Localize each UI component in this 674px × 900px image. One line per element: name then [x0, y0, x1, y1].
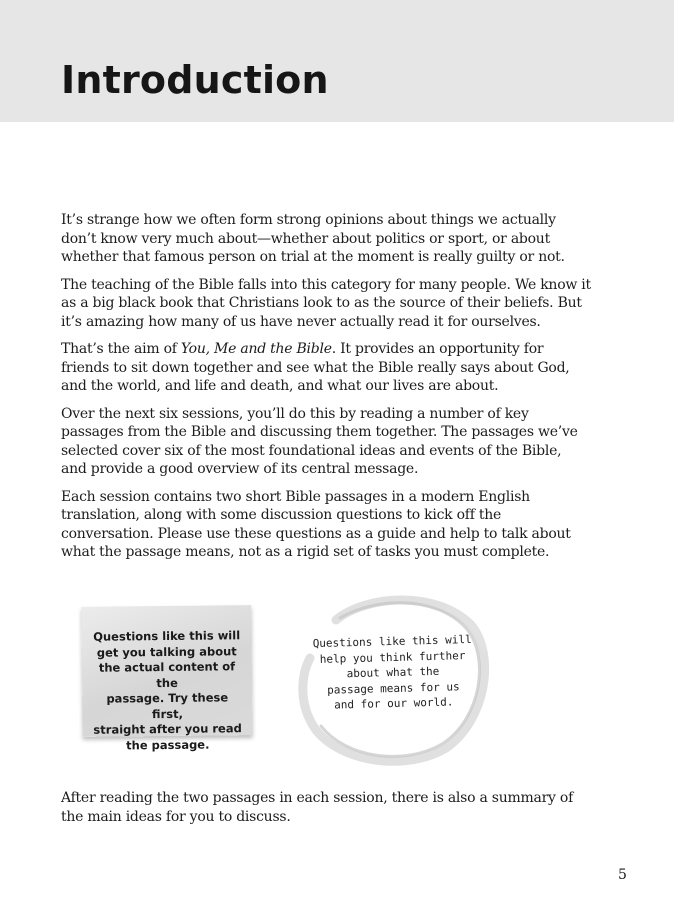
note-card-line: straight after you read — [93, 721, 242, 737]
note-card-line: Questions like this will — [93, 628, 241, 644]
closing-paragraph: After reading the two passages in each session, there is also a summary of the main ideas for you to discuss. — [61, 790, 574, 825]
circle-note-text — [297, 632, 489, 714]
paragraph-text: . It provides an opportunity for friends to sit down together and see what the Bible really says about God, and the world, and life and death, and what our lives are about. — [61, 341, 570, 394]
note-card-text — [90, 628, 245, 754]
paragraph-text: That’s the aim of — [61, 341, 181, 357]
circle-note-line: about what the — [346, 664, 440, 681]
paragraph: Each session contains two short Bible passages in a modern English translation, along with some discussion questions to kick off the conversation. Please use these questions as a guide and help to talk about what the passage means, not as a rigid set of tasks you must complete. — [61, 488, 571, 560]
paragraph: It’s strange how we often form strong opinions about things we actually don’t know very much about—whether about politics or sport, or about whether that famous person on trial at the moment is really guilty or not. — [61, 212, 565, 265]
book-title: You, Me and the Bible — [180, 341, 332, 357]
paragraph — [61, 340, 591, 396]
note-card-line: passage. Try these first, — [106, 690, 229, 721]
circle-note — [296, 590, 490, 766]
note-card-line: the actual content of the — [98, 659, 236, 690]
paragraph: Over the next six sessions, you’ll do this by reading a number of key passages from the Bible and discussing them together. The passages we’ve selected cover six of the most foundational ideas and events of the Bible, and provide a good overview of its central message. — [61, 405, 578, 477]
page-title: Introduction — [61, 58, 329, 102]
circle-note-line: help you think further — [319, 648, 466, 666]
circle-note-line: Questions like this will — [312, 632, 472, 651]
page-number: 5 — [618, 867, 627, 883]
body-text — [61, 211, 591, 571]
circle-note-line: and for our world. — [334, 695, 454, 712]
note-card-line: get you talking about — [96, 643, 237, 660]
note-card — [81, 605, 252, 752]
note-card-line: the passage. — [126, 737, 210, 752]
circle-note-line: passage means for us — [327, 679, 460, 697]
paragraph: The teaching of the Bible falls into this category for many people. We know it as a big black book that Christians look to as the source of their beliefs. But it’s amazing how many of us have never actually read it for ourselves. — [61, 276, 591, 330]
